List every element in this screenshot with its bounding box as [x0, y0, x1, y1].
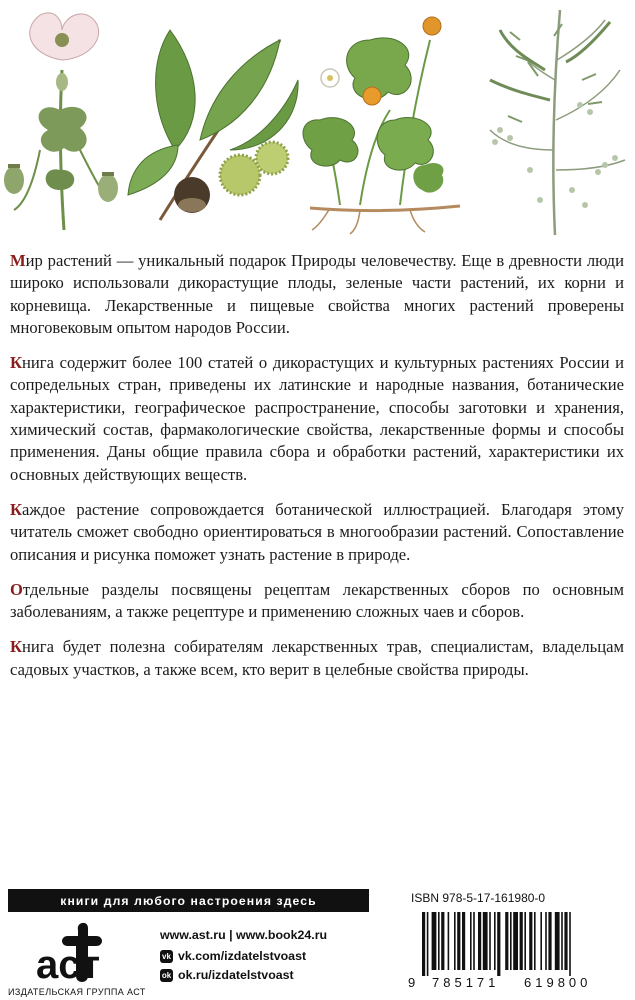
paragraph-text: ир растений — уникальный подарок Природы человечеству. Еще в древности люди широко использовали дикорастущие плоды, зеленые части растений, их корни и корневища. Лекарственные и пищевые свойства многих растений проверены многовековым опытом народов России. — [10, 251, 624, 337]
chestnut-branch-icon — [128, 30, 298, 220]
paragraph-1 — [10, 250, 624, 339]
barcode-digits-left: 785171 — [432, 975, 500, 990]
isbn-barcode — [406, 910, 628, 990]
paragraph-text: аждое растение сопровождается ботанической иллюстрацией. Благодаря этому читатель сможет свободно ориентироваться в многообразии растений. Сопоставление описания и рисунка поможет узнать растение в природе. — [10, 499, 624, 564]
logo-text: аст — [36, 943, 101, 987]
publisher-links — [160, 928, 327, 987]
social-link-ok[interactable] — [160, 968, 327, 982]
website-links[interactable]: www.ast.ru | www.book24.ru — [160, 928, 328, 942]
publisher-name: ИЗДАТЕЛЬСКАЯ ГРУППА АСТ — [8, 987, 146, 997]
drop-cap: М — [10, 251, 26, 270]
social-link-text: vk.com/izdatelstvoast — [178, 949, 307, 963]
paragraph-3 — [10, 499, 624, 566]
isbn-label: ISBN 978-5-17-161980-0 — [411, 891, 546, 905]
tagline-banner: книги для любого настроения здесь — [8, 889, 369, 912]
barcode-digit-first: 9 — [408, 975, 416, 990]
cloudberry-plant-icon — [303, 17, 460, 234]
paragraph-text: нига будет полезна собирателям лекарственных трав, специалистам, владельцам садовых участков, а также всем, кто верит в целебные свойства природы. — [10, 637, 624, 679]
paragraph-5 — [10, 636, 624, 681]
social-link-text: ok.ru/izdatelstvoast — [178, 968, 294, 982]
paragraph-text: тдельные разделы посвящены рецептам лекарственных сборов по основным заболеваниям, а также рецептуре и применению сложных чаев и сборов. — [10, 579, 624, 622]
drop-cap: К — [10, 353, 23, 373]
paragraph-2 — [10, 352, 624, 486]
drop-cap: К — [10, 499, 23, 519]
ok-icon: ok — [161, 970, 172, 980]
drop-cap: К — [10, 637, 23, 657]
vk-icon: vk — [160, 950, 173, 963]
paragraph-4 — [10, 579, 624, 624]
barcode-digits-right: 619800 — [524, 975, 592, 990]
social-link-vk[interactable] — [160, 949, 327, 963]
description-text — [10, 250, 624, 694]
wormwood-plant-icon — [490, 10, 625, 235]
paragraph-text: нига содержит более 100 статей о дикорастущих и культурных растениях России и сопредельных стран, приведены их латинские и народные названия, ботанические характеристики, географическое распространение, способы заготовки и хранения, химический состав, фармакологические свойства, лекарственные формы и способы применения. Даны общие правила сбора и обработки растений, характеристики их основных действующих веществ. — [10, 353, 624, 484]
drop-cap: О — [10, 579, 23, 599]
plant-illustrations — [0, 0, 635, 240]
poppy-plant-icon — [4, 13, 118, 230]
ast-logo — [22, 918, 132, 988]
barcode-bars-icon — [422, 912, 571, 976]
